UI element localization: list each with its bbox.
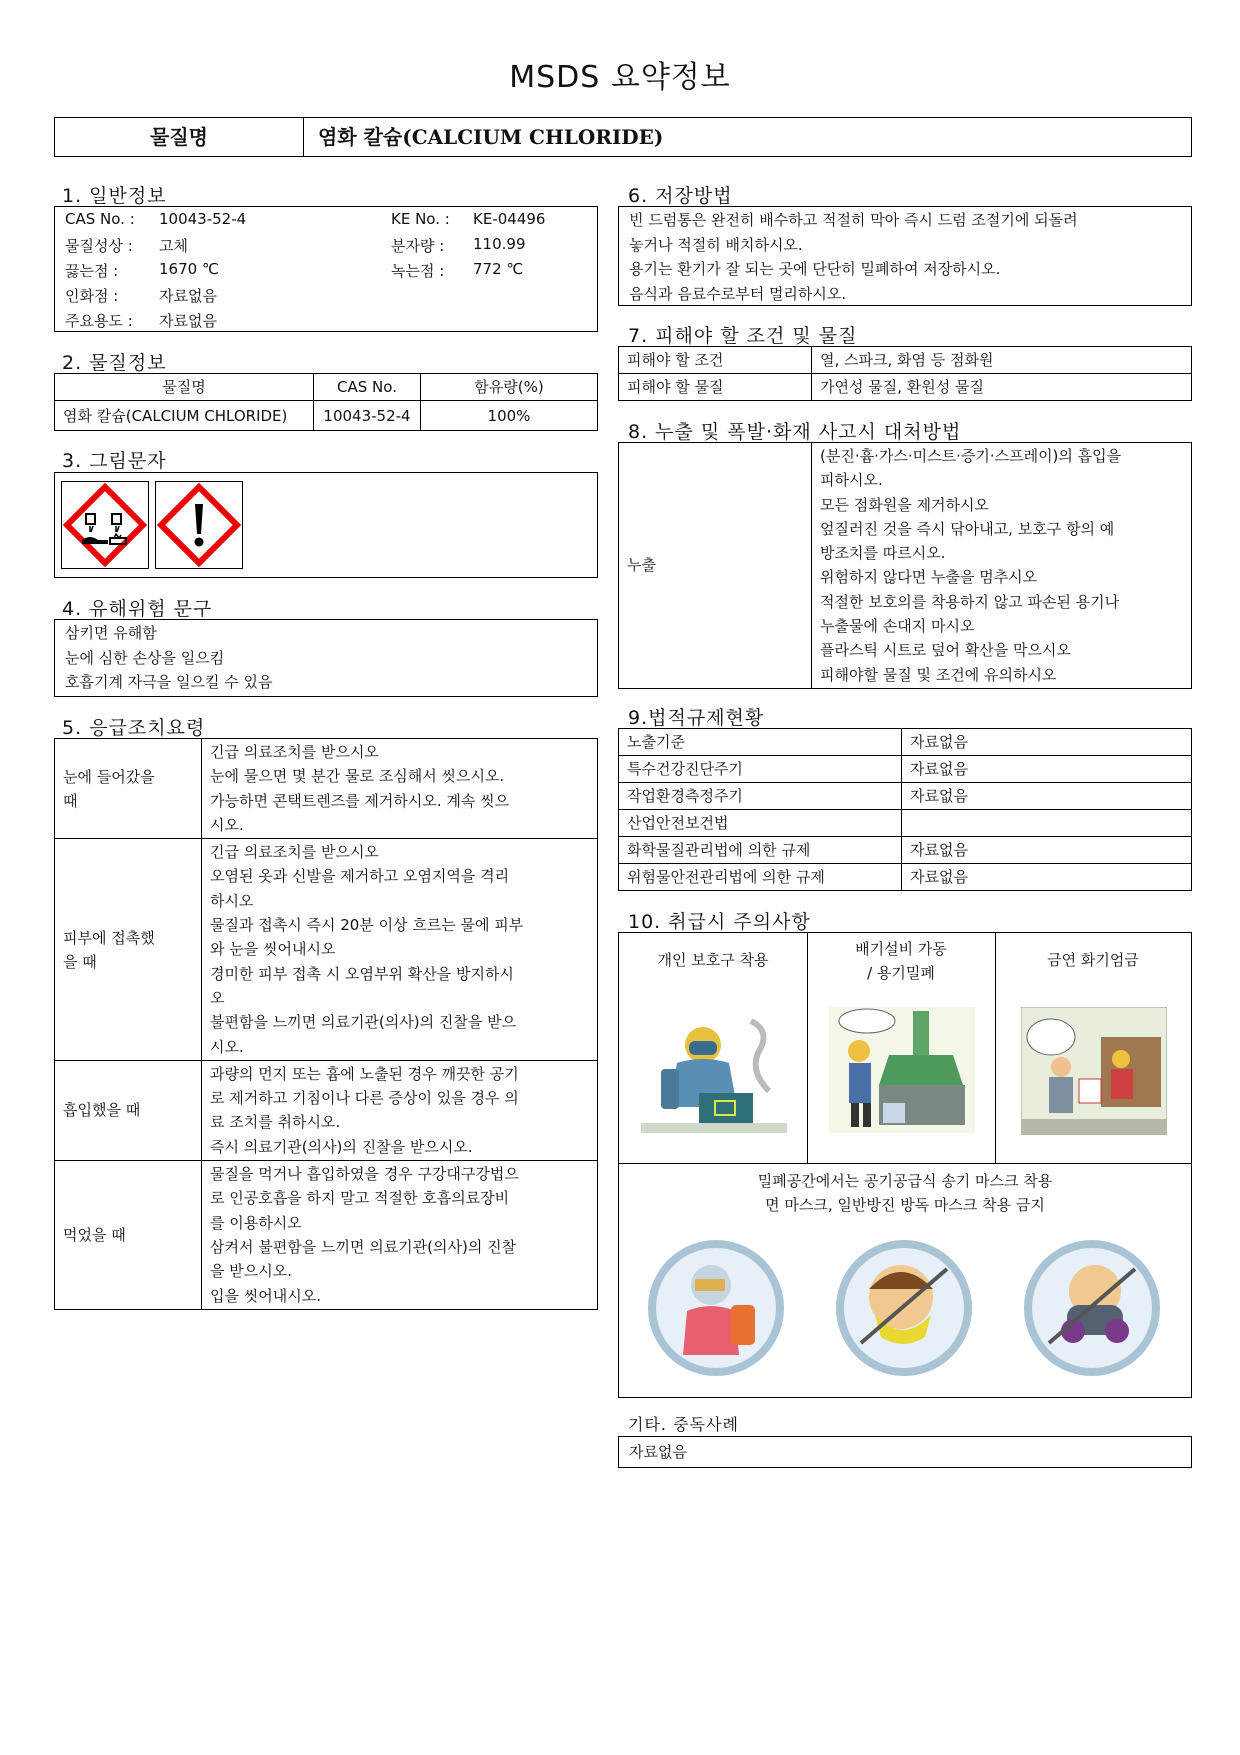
handling-box — [618, 932, 1192, 1398]
section-hazard-heading: 4. 유해위험 문구 — [62, 598, 213, 620]
cas-label: CAS No. : — [65, 210, 135, 228]
hazard-box — [54, 619, 598, 697]
use-value: 자료없음 — [159, 312, 217, 330]
composition-table — [54, 373, 598, 431]
regulation-table — [618, 728, 1192, 891]
ventilation-illustration — [829, 1007, 975, 1133]
hazard-line: 눈에 심한 손상을 일으킴 — [65, 648, 225, 667]
storage-line: 용기는 환기가 잘 되는 곳에 단단히 밀폐하여 저장하시오. — [629, 260, 1001, 278]
regulation-item: 산업안전보건법 — [619, 810, 902, 837]
pictogram-box — [54, 472, 598, 578]
section-handling-heading: 10. 취급시 주의사항 — [628, 911, 811, 933]
bp-label: 끓는점 : — [65, 262, 119, 280]
spill-table — [618, 442, 1192, 689]
first-aid-eye-text: 긴급 의료조치를 받으시오 눈에 물으면 몇 분간 물로 조심해서 씻으시오. 가능하면 콘택트렌즈를 제거하시오. 계속 씻으 시오. — [202, 739, 598, 839]
first-aid-table — [54, 738, 598, 1310]
mask-note: 밀폐공간에서는 공기공급식 송기 마스크 착용 면 마스크, 일반방진 방독 마스크 착용 금지 — [757, 1172, 1053, 1214]
col-header-cas: CAS No. — [314, 374, 421, 401]
first-aid-ingest-text: 물질을 먹거나 흡입하였을 경우 구강대구강법으 로 인공호흡을 하지 말고 적절한 호흡의료장비 를 이용하시오 삼켜서 불편함을 느끼면 의료기관(의사)의 진찰 을 받으시오. 입을 씻어내시오. — [202, 1161, 598, 1310]
spill-text: (분진·흄·가스·미스트·증기·스프레이)의 흡입을 피하시오. 모든 점화원을 제거하시오 엎질러진 것을 즉시 닦아내고, 보호구 항의 예 방조치를 따르시오. 위험하지 않다면 누출을 멈추시오 적절한 보호의를 착용하지 않고 파손된 용기나 누출물에 손대지 마시오 플라스틱 시트로 덮어 확산을 막으시오 피해야할 물질 및 조건에 유의하시오 — [812, 443, 1192, 689]
section-avoid-heading: 7. 피해야 할 조건 및 물질 — [628, 325, 858, 347]
section-composition-heading: 2. 물질정보 — [62, 352, 167, 374]
face-mask-illustration — [835, 1239, 973, 1377]
col-header-name: 물질명 — [55, 374, 314, 401]
section-first-aid-heading: 5. 응급조치요령 — [62, 717, 206, 739]
first-aid-ingest-label: 먹었을 때 — [55, 1161, 202, 1310]
first-aid-eye-label: 눈에 들어갔을 때 — [55, 739, 202, 839]
hazard-line: 호흡기계 자극을 일으킬 수 있음 — [65, 673, 273, 691]
avoid-condition-value: 열, 스파크, 화염 등 점화원 — [812, 347, 1192, 374]
cas-value: 10043-52-4 — [159, 210, 247, 228]
regulation-value: 자료없음 — [902, 729, 1192, 756]
poisoning-text: 자료없음 — [629, 1443, 687, 1461]
section-poisoning-heading: 기타. 중독사례 — [628, 1415, 739, 1434]
handling-exhaust-label: 배기설비 가동 / 용기밀폐 — [855, 940, 947, 982]
handling-nosmoking-label: 금연 화기엄금 — [1047, 951, 1139, 969]
col-header-content: 함유량(%) — [421, 374, 598, 401]
state-label: 물질성상 : — [65, 237, 133, 255]
avoid-material-value: 가연성 물질, 환원성 물질 — [812, 374, 1192, 401]
poisoning-box — [618, 1436, 1192, 1468]
page-title: MSDS 요약정보 — [509, 60, 731, 95]
use-label: 주요용도 : — [65, 312, 133, 330]
storage-line: 빈 드럼통은 완전히 배수하고 적절히 막아 즉시 드럼 조절기에 되돌려 — [629, 211, 1078, 229]
section-pictogram-heading: 3. 그림문자 — [62, 450, 167, 472]
regulation-value: 자료없음 — [902, 756, 1192, 783]
composition-content: 100% — [421, 401, 598, 431]
corrosion-icon — [61, 481, 149, 569]
regulation-item: 위험물안전관리법에 의한 규제 — [619, 864, 902, 891]
handling-ppe-label: 개인 보호구 착용 — [657, 951, 769, 969]
mw-value: 110.99 — [473, 235, 526, 253]
spill-label: 누출 — [619, 443, 812, 689]
composition-name: 염화 칼슘(CALCIUM CHLORIDE) — [55, 401, 314, 431]
storage-box — [618, 206, 1192, 306]
hazard-line: 삼키면 유해함 — [65, 624, 157, 642]
protective-gear-illustration — [641, 1011, 787, 1133]
regulation-value: 자료없음 — [902, 864, 1192, 891]
exclamation-icon — [155, 481, 243, 569]
storage-line: 음식과 음료수로부터 멀리하시오. — [629, 284, 847, 303]
regulation-value: 자료없음 — [902, 837, 1192, 864]
first-aid-inhale-label: 흡입했을 때 — [55, 1060, 202, 1160]
air-supplied-mask-illustration — [647, 1239, 785, 1377]
first-aid-skin-label: 피부에 접촉했 을 때 — [55, 839, 202, 1061]
product-name-bar — [54, 117, 1192, 157]
regulation-item: 노출기준 — [619, 729, 902, 756]
state-value: 고체 — [159, 237, 188, 255]
composition-cas: 10043-52-4 — [314, 401, 421, 431]
ke-value: KE-04496 — [473, 210, 546, 228]
mp-label: 녹는점 : — [391, 262, 445, 280]
general-info-box — [54, 206, 598, 332]
regulation-item: 특수건강진단주기 — [619, 756, 902, 783]
section-storage-heading: 6. 저장방법 — [628, 185, 733, 207]
section-general-heading: 1. 일반정보 — [62, 185, 167, 207]
mw-label: 분자량 : — [391, 237, 445, 255]
fp-label: 인화점 : — [65, 287, 119, 305]
fp-value: 자료없음 — [159, 287, 217, 305]
regulation-value — [902, 810, 1192, 837]
avoid-table — [618, 346, 1192, 401]
avoid-material-label: 피해야 할 물질 — [619, 374, 812, 401]
section-regulation-heading: 9.법적규제현황 — [628, 707, 765, 729]
ke-label: KE No. : — [391, 210, 450, 228]
gas-mask-illustration — [1023, 1239, 1161, 1377]
product-name: 염화 칼슘(CALCIUM CHLORIDE) — [318, 125, 664, 149]
regulation-value: 자료없음 — [902, 783, 1192, 810]
first-aid-inhale-text: 과량의 먼지 또는 흄에 노출된 경우 깨끗한 공기 로 제거하고 기침이나 다른 증상이 있을 경우 의 료 조치를 취하시오. 즉시 의료기관(의사)의 진찰을 받으시오. — [202, 1060, 598, 1160]
section-spill-heading: 8. 누출 및 폭발·화재 사고시 대처방법 — [628, 421, 962, 443]
first-aid-skin-text: 긴급 의료조치를 받으시오 오염된 옷과 신발을 제거하고 오염지역을 격리 하시오 물질과 접촉시 즉시 20분 이상 흐르는 물에 피부 와 눈을 씻어내시오 경미한 피부 접촉 시 오염부위 확산을 방지하시 오 불편함을 느끼면 의료기관(의사)의 진찰을 받으 시오. — [202, 839, 598, 1061]
regulation-item: 화학물질관리법에 의한 규제 — [619, 837, 902, 864]
product-label: 물질명 — [55, 118, 304, 156]
avoid-condition-label: 피해야 할 조건 — [619, 347, 812, 374]
bp-value: 1670 ℃ — [159, 260, 219, 278]
no-smoking-illustration — [1021, 1007, 1167, 1135]
storage-line: 놓거나 적절히 배치하시오. — [629, 235, 803, 254]
regulation-item: 작업환경측정주기 — [619, 783, 902, 810]
mp-value: 772 ℃ — [473, 260, 524, 278]
